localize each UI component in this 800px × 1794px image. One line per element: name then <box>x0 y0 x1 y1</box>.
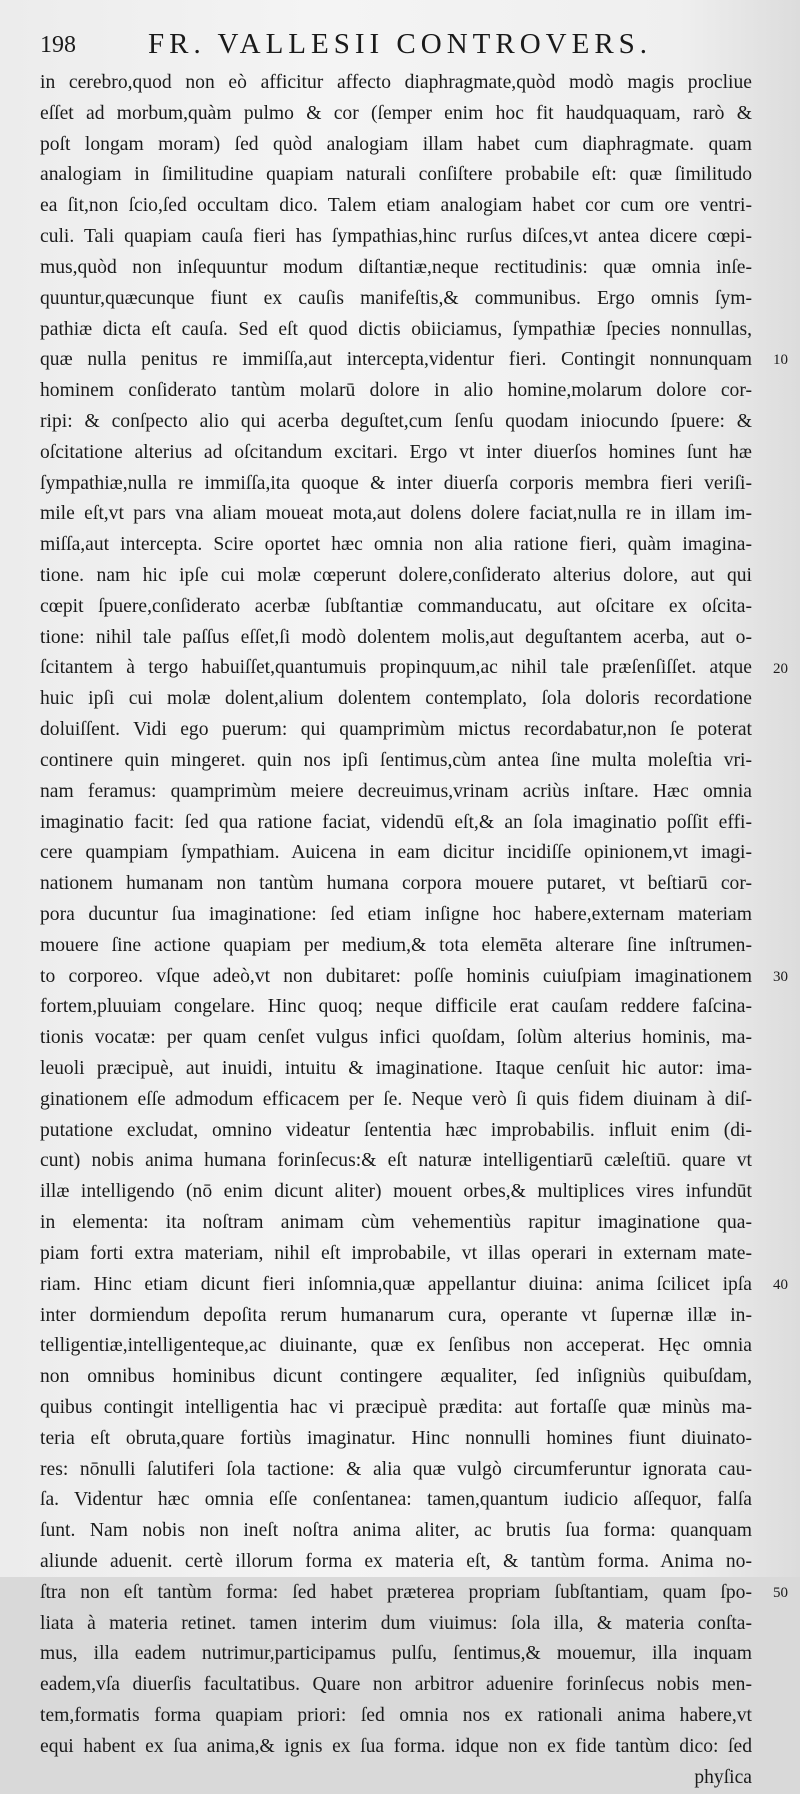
text-line: nam feramus: quamprimùm meiere decreuimus,vrinam acriùs inſtare. Hæc omnia <box>40 780 752 802</box>
text-line: ginationem eſſe admodum efficacem per ſe. Neque verò ſi quis fidem diuinam à diſ- <box>40 1088 752 1110</box>
text-line: telligentiæ,intelligenteque,ac diuinante, quæ ex ſenſibus non acceperat. Hęc omnia <box>40 1335 752 1357</box>
text-line: eadem,vſa diuerſis facultatibus. Quare non arbitror aduenire forinſecus nobis men- <box>40 1674 752 1696</box>
page-number: 198 <box>40 32 76 58</box>
text-line: imaginatio facit: ſed qua ratione faciat, videndū eſt,& an ſola imaginatio poſſit effi- <box>40 811 752 833</box>
text-line: to corporeo. vſque adeò,vt non dubitaret: poſſe hominis cuiuſpiam imaginationem <box>40 965 752 987</box>
text-line: in cerebro,quod non eò afficitur affecto diaphragmate,quòd modò magis procliue <box>40 72 752 93</box>
text-line: huic ipſi cui molæ dolent,alium dolentem contemplato, ſola doloris recordatione <box>40 688 752 710</box>
text-line: quibus contingit intelligentia hac vi præcipuè prædita: aut fortaſſe quæ minùs ma- <box>40 1396 752 1418</box>
text-line: pora ducuntur ſua imaginatione: ſed etiam inſigne hoc habere,externam materiam <box>40 903 752 925</box>
text-line: res: nōnulli ſalutiferi ſola tactione: & alia quæ vulgò circumferuntur ignorata cau- <box>40 1458 752 1480</box>
text-line: cœpit ſpuere,conſiderato acerbæ ſubſtantiæ commanducatu, aut oſcitare ex oſcita- <box>40 595 752 617</box>
text-line: aliunde aduenit. certè illorum forma ex materia eſt, & tantùm forma. Anima no- <box>40 1551 752 1572</box>
text-line: doluiſſent. Vidi ego puerum: qui quamprimùm mictus recordabatur,non ſe poterat <box>40 719 752 741</box>
text-line: ſympathiæ,nulla re immiſſa,ita quoque & inter diuerſa corporis membra fieri veriſi- <box>40 472 752 494</box>
text-line: teria eſt obruta,quare fortiùs imaginatur. Hinc nonnulli homines fiunt diuinato- <box>40 1427 752 1449</box>
text-line: non omnibus hominibus dicunt contingere æqualiter, ſed inſigniùs quibuſdam, <box>40 1366 752 1388</box>
text-line: ea ſit,non ſcio,ſed occultam dico. Talem etiam analogiam habet cor cum ore ventri- <box>40 195 752 217</box>
margin-line-number: 20 <box>773 660 788 677</box>
body-text <box>40 68 752 1794</box>
text-line: mile eſt,vt pars vna aliam moueat mota,aut dolens dolere faciat,nulla re in illam im- <box>40 503 752 525</box>
text-line: in elementa: ita noſtram animam cùm vehementiùs rapitur imaginatione qua- <box>40 1212 752 1234</box>
margin-line-number: 50 <box>773 1585 788 1602</box>
text-line: nationem humanam non tantùm humana corpora mouere putaret, vt beſtiarū cor- <box>40 873 752 895</box>
text-line: quæ nulla penitus re immiſſa,aut intercepta,videntur fieri. Contingit nonnunquam <box>40 349 752 371</box>
text-line: tem,formatis forma quapiam priori: ſed omnia nos ex rationali anima habere,vt <box>40 1705 752 1727</box>
text-line: poſt longam moram) ſed quòd analogiam illam habet cum diaphragmate. quam <box>40 133 752 155</box>
text-line: mouere ſine actione quapiam per medium,& tota elemēta alterare ſine inſtrumen- <box>40 934 752 956</box>
text-line: putatione excludat, omnino videatur ſententia hæc improbabilis. influit enim (di- <box>40 1119 752 1141</box>
text-line: culi. Tali quapiam cauſa fieri has ſympathias,hinc rurſus diſces,vt antea dicere cœpi- <box>40 226 752 248</box>
text-line: liata à materia retinet. tamen interim dum viuimus: ſola illa, & materia conſta- <box>40 1612 752 1634</box>
margin-line-number: 30 <box>773 968 788 985</box>
text-line: piam forti extra materiam, nihil eſt improbabile, vt illas operari in externam mate- <box>40 1242 752 1264</box>
text-line: analogiam in ſimilitudine quapiam naturali conſiſtere probabile eſt: quæ ſimilitudo <box>40 164 752 186</box>
text-line: inter dormiendum depoſita rerum humanarum cura, operante vt ſupernæ illæ in- <box>40 1304 752 1326</box>
text-line: tionis vocatæ: per quam cenſet vulgus infici quoſdam, ſolùm alterius hominis, ma- <box>40 1027 752 1049</box>
running-header <box>40 22 740 62</box>
text-line: cere quampiam ſympathiam. Auicena in eam dicitur incidiſſe opinionem,vt imagi- <box>40 842 752 864</box>
text-line: quuntur,quæcunque fiunt ex cauſis manifeſtis,& communibus. Ergo omnis ſym- <box>40 287 752 309</box>
running-title: FR. VALLESII CONTROVERS. <box>148 28 653 60</box>
text-line: fortem,pluuiam congelare. Hinc quoq; neque difficile erat cauſam reddere faſcina- <box>40 996 752 1018</box>
text-line: ſtra non eſt tantùm forma: ſed habet præterea propriam ſubſtantiam, quam ſpo- <box>40 1581 752 1603</box>
margin-line-number: 40 <box>773 1276 788 1293</box>
text-line: eſſet ad morbum,quàm pulmo & cor (ſemper enim hoc fit haudquaquam, rarò & <box>40 102 752 124</box>
text-line: continere quin mingeret. quin nos ipſi ſentimus,cùm antea ſine multa moleſtia vri- <box>40 749 752 771</box>
text-line: illæ intelligendo (nō enim dicunt aliter) mouent orbes,& multiplices vires infundūt <box>40 1181 752 1203</box>
text-line: tione: nihil tale paſſus eſſet,ſi modò dolentem molis,aut deguſtantem acerba, aut o- <box>40 626 752 648</box>
text-line: ſunt. Nam nobis non ineſt noſtra anima aliter, ac brutis ſua forma: quanquam <box>40 1520 752 1542</box>
catchword: phyſica <box>694 1766 752 1788</box>
text-line: miſſa,aut intercepta. Scire oportet hæc omnia non alia ratione fieri, quàm imagina- <box>40 534 752 556</box>
margin-line-number: 10 <box>773 352 788 369</box>
text-line: ſcitantem à tergo habuiſſet,quantumuis propinquum,ac nihil tale præſenſiſſet. atque <box>40 657 752 679</box>
text-line: tione. nam hic ipſe cui molæ cœperunt dolere,conſiderato alterius dolore, aut qui <box>40 565 752 586</box>
text-line: equi habent ex ſua anima,& ignis ex ſua forma. idque non ex fide tantùm dico: ſed <box>40 1735 752 1757</box>
text-line: mus,quòd non inſequuntur modum diſtantiæ,neque rectitudinis: quæ omnia inſe- <box>40 256 752 278</box>
text-line: hominem conſiderato tantùm molarū dolore in alio homine,molarum dolore cor- <box>40 380 752 402</box>
text-line: riam. Hinc etiam dicunt fieri inſomnia,quæ appellantur diuina: anima ſcilicet ipſa <box>40 1273 752 1295</box>
text-line: oſcitatione alterius ad oſcitandum excitari. Ergo vt inter diuerſos homines ſunt hæ <box>40 441 752 463</box>
text-line: ripi: & conſpecto alio qui acerba deguſtet,cum ſenſu quodam iniocundo ſpuere: & <box>40 410 752 432</box>
text-line: leuoli præcipuè, aut inuidi, intuitu & imaginatione. Itaque cenſuit hic autor: ima- <box>40 1058 752 1079</box>
text-line: mus, illa eadem nutrimur,participamus pulſu, ſentimus,& mouemur, illa inquam <box>40 1643 752 1665</box>
text-line: pathiæ dicta eſt cauſa. Sed eſt quod dictis obiiciamus, ſympathiæ ſpecies nonnullas, <box>40 318 752 340</box>
text-line: ſa. Videntur hæc omnia eſſe conſentanea: tamen,quantum iudicio aſſequor, falſa <box>40 1489 752 1511</box>
text-line: cunt) nobis anima humana forinſecus:& eſt naturæ intelligentiarū cæleſtiū. quare vt <box>40 1150 752 1172</box>
